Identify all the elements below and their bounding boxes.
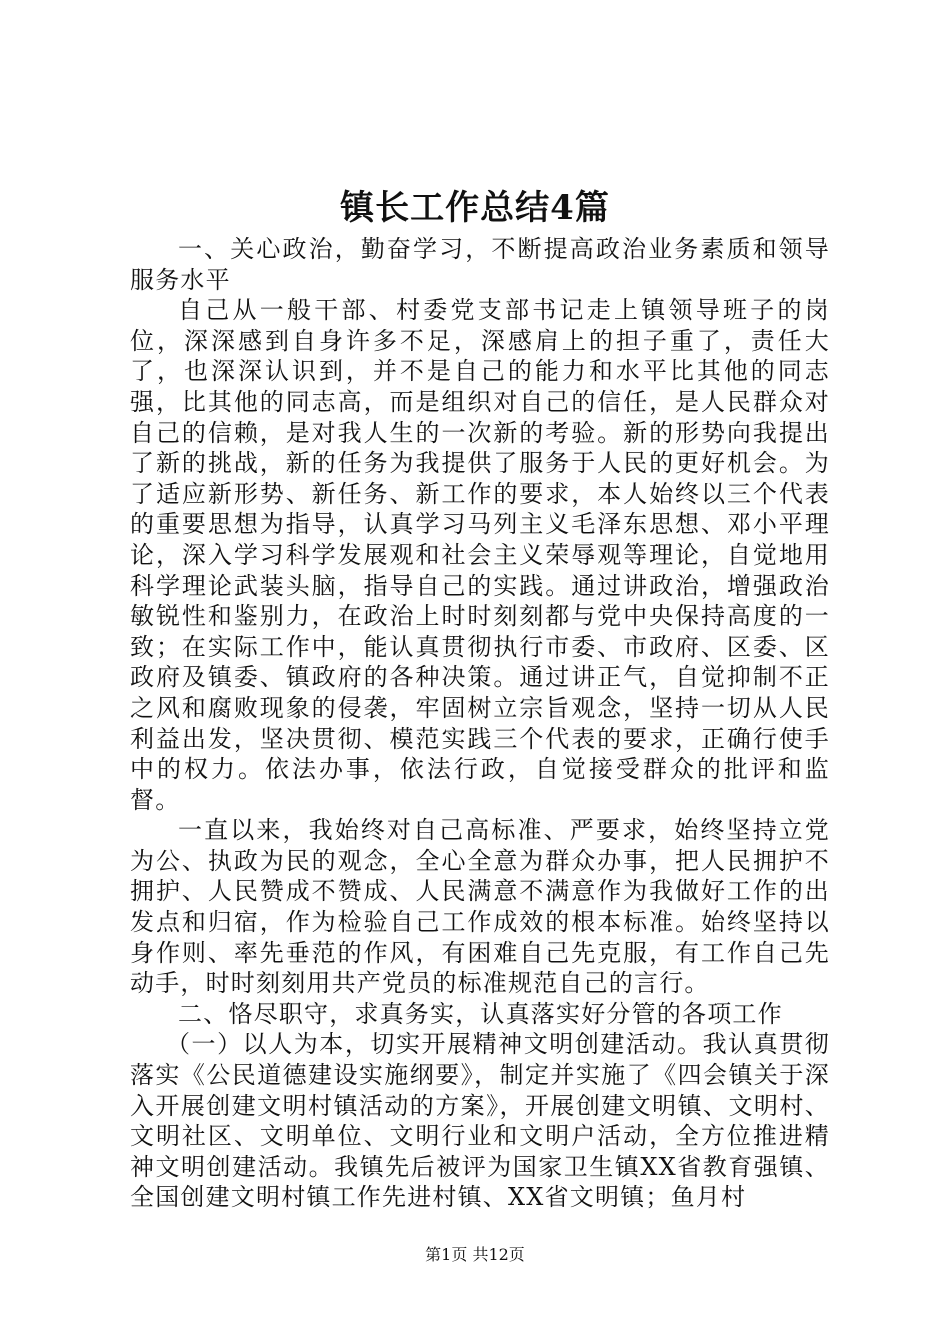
body-paragraph: 一直以来，我始终对自己高标准、严要求，始终坚持立党为公、执政为民的观念，全心全意为群众办事，把人民拥护不拥护、人民赞成不赞成、人民满意不满意作为我做好工作的出发点和归宿，作为检验自己工作成效的根本标准。始终坚持以身作则、率先垂范的作风，有困难自己先克服，有工作自己先动手，时时刻刻用共产党员的标准规范自己的言行。 bbox=[130, 816, 830, 998]
page-footer: 第1页 共12页 bbox=[425, 1245, 525, 1264]
section-heading-1: 一、关心政治，勤奋学习，不断提高政治业务素质和领导服务水平 bbox=[130, 235, 830, 294]
body-paragraph: （一）以人为本，切实开展精神文明创建活动。我认真贯彻落实《公民道德建设实施纲要》，制定并实施了《四会镇关于深入开展创建文明村镇活动的方案》，开展创建文明镇、文明村、文明社区、文明单位、文明行业和文明户活动，全方位推进精神文明创建活动。我镇先后被评为国家卫生镇XX省教育强镇、全国创建文明村镇工作先进村镇、XX省文明镇；鱼月村 bbox=[130, 1030, 830, 1212]
document-body bbox=[130, 234, 830, 1213]
section-heading-2: 二、恪尽职守，求真务实，认真落实好分管的各项工作 bbox=[178, 999, 783, 1028]
body-paragraph: 自己从一般干部、村委党支部书记走上镇领导班子的岗位，深深感到自身许多不足，深感肩上的担子重了，责任大了，也深深认识到，并不是自己的能力和水平比其他的同志强，比其他的同志高，而是组织对自己的信任，是人民群众对自己的信赖，是对我人生的一次新的考验。新的形势向我提出了新的挑战，新的任务为我提供了服务于人民的更好机会。为了适应新形势、新任务、新工作的要求，本人始终以三个代表的重要思想为指导，认真学习马列主义毛泽东思想、邓小平理论，深入学习科学发展观和社会主义荣辱观等理论，自觉地用科学理论武装头脑，指导自己的实践。通过讲政治，增强政治敏锐性和鉴别力，在政治上时时刻刻都与党中央保持高度的一致；在实际工作中，能认真贯彻执行市委、市政府、区委、区政府及镇委、镇政府的各种决策。通过讲正气，自觉抑制不正之风和腐败现象的侵袭，牢固树立宗旨观念，坚持一切从人民利益出发，坚决贯彻、模范实践三个代表的要求，正确行使手中的权力。依法办事，依法行政，自觉接受群众的批评和监督。 bbox=[130, 296, 830, 814]
document-title: 镇长工作总结4篇 bbox=[340, 188, 610, 228]
